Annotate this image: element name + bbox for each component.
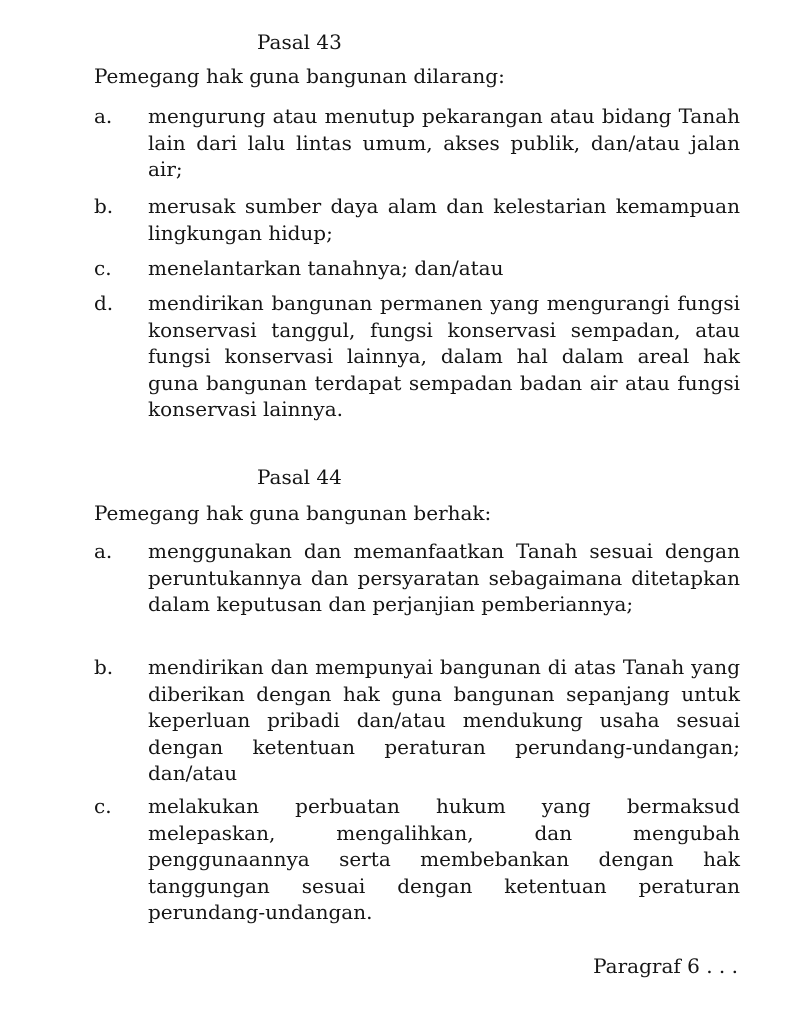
item-letter: c.	[94, 256, 112, 280]
item-letter: b.	[94, 655, 114, 679]
pasal-44-item-a	[94, 538, 740, 618]
item-text: mengurung atau menutup pekarangan atau bidang Tanah lain dari lalu lintas umum, akses publik, dan/atau jalan air;	[148, 104, 740, 181]
next-page-reference: Paragraf 6 . . .	[593, 954, 738, 978]
pasal-44-intro: Pemegang hak guna bangunan berhak:	[94, 501, 492, 525]
pasal-43-intro: Pemegang hak guna bangunan dilarang:	[94, 64, 505, 88]
item-text: menelantarkan tanahnya; dan/atau	[148, 256, 504, 280]
item-letter: a.	[94, 539, 113, 563]
pasal-43-item-b	[94, 193, 740, 246]
pasal-43-item-a	[94, 103, 740, 183]
item-letter: c.	[94, 794, 112, 818]
item-letter: a.	[94, 104, 113, 128]
pasal-44-heading: Pasal 44	[257, 465, 342, 489]
pasal-43-item-d	[94, 290, 740, 423]
pasal-43-heading: Pasal 43	[257, 30, 342, 54]
pasal-44-item-b	[94, 654, 740, 787]
pasal-43-item-c	[94, 255, 740, 282]
item-text: mendirikan bangunan permanen yang mengurangi fungsi konservasi tanggul, fungsi konservasi sempadan, atau fungsi konservasi lainnya, dalam hal dalam areal hak guna bangunan terdapat sempadan badan air atau fungsi konservasi lainnya.	[148, 291, 740, 421]
item-text: mendirikan dan mempunyai bangunan di atas Tanah yang diberikan dengan hak guna bangunan sepanjang untuk keperluan pribadi dan/atau mendukung usaha sesuai dengan ketentuan peraturan perundang-undangan; dan/atau	[148, 655, 740, 785]
pasal-44-item-c	[94, 793, 740, 926]
item-letter: d.	[94, 291, 114, 315]
item-letter: b.	[94, 194, 114, 218]
item-text: menggunakan dan memanfaatkan Tanah sesuai dengan peruntukannya dan persyaratan sebagaimana ditetapkan dalam keputusan dan perjanjian pemberiannya;	[148, 539, 740, 616]
item-text: melakukan perbuatan hukum yang bermaksud melepaskan, mengalihkan, dan mengubah penggunaannya serta membebankan dengan hak tanggungan sesuai dengan ketentuan peraturan perundang-undangan.	[148, 794, 740, 924]
item-text: merusak sumber daya alam dan kelestarian kemampuan lingkungan hidup;	[148, 194, 740, 245]
